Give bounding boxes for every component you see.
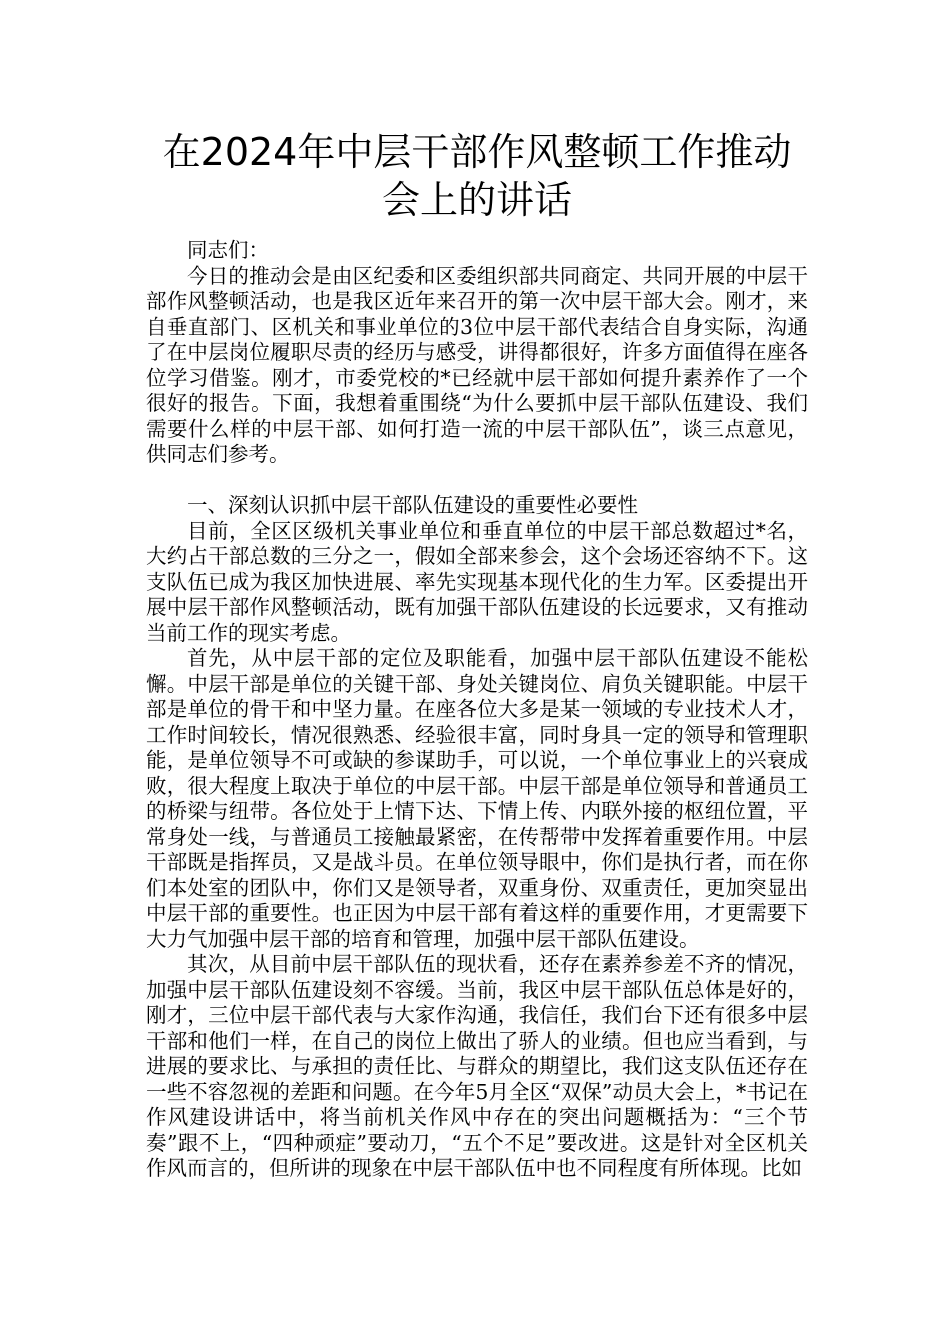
salutation: 同志们：	[187, 238, 269, 262]
document-page	[146, 128, 808, 1182]
section-paragraph-1: 目前，全区区级机关事业单位和垂直单位的中层干部总数超过*名，大约占干部总数的三分之一，假如全部来参会，这个会场还容纳不下。这支队伍已成为我区加快进展、率先实现基本现代化的生力军。区委提出开展中层干部作风整顿活动，既有加强干部队伍建设的长远要求，又有推动当前工作的现实考虑。	[146, 518, 808, 645]
section-heading: 一、深刻认识抓中层干部队伍建设的重要性必要性	[187, 493, 638, 517]
document-title	[146, 128, 808, 224]
document-body	[146, 238, 808, 1182]
section-paragraph-2: 首先，从中层干部的定位及职能看，加强中层干部队伍建设不能松懈。中层干部是单位的关键干部、身处关键岗位、肩负关键职能。中层干部是单位的骨干和中坚力量。在座各位大多是某一领域的专业技术人才，工作时间较长，情况很熟悉、经验很丰富，同时身具一定的领导和管理职能，是单位领导不可或缺的参谋助手，可以说，一个单位事业上的兴衰成败，很大程度上取决于单位的中层干部。中层干部是单位领导和普通员工的桥梁与纽带。各位处于上情下达、下情上传、内联外接的枢纽位置，平常身处一线，与普通员工接触最紧密，在传帮带中发挥着重要作用。中层干部既是指挥员，又是战斗员。在单位领导眼中，你们是执行者，而在你们本处室的团队中，你们又是领导者，双重身份、双重责任，更加突显出中层干部的重要性。也正因为中层干部有着这样的重要作用，才更需要下大力气加强中层干部的培育和管理，加强中层干部队伍建设。	[146, 646, 808, 951]
title-line-2: 会上的讲话	[381, 178, 572, 222]
section-paragraph-3: 其次，从目前中层干部队伍的现状看，还存在素养参差不齐的情况，加强中层干部队伍建设刻不容缓。当前，我区中层干部队伍总体是好的，刚才，三位中层干部代表与大家作沟通，我信任，我们台下还有很多中层干部和他们一样，在自己的岗位上做出了骄人的业绩。但也应当看到，与进展的要求比、与承担的责任比、与群众的期望比，我们这支队伍还存在一些不容忽视的差距和问题。在今年5月全区“双保”动员大会上，*书记在作风建设讲话中，将当前机关作风中存在的突出问题概括为：“三个节奏”跟不上，“四种顽症”要动刀，“五个不足”要改进。这是针对全区机关作风而言的，但所讲的现象在中层干部队伍中也不同程度有所体现。比如	[146, 952, 808, 1180]
title-line-1: 在2024年中层干部作风整顿工作推动	[162, 130, 792, 174]
intro-paragraph: 今日的推动会是由区纪委和区委组织部共同商定、共同开展的中层干部作风整顿活动，也是我区近年来召开的第一次中层干部大会。刚才，来自垂直部门、区机关和事业单位的3位中层干部代表结合自身实际，沟通了在中层岗位履职尽责的经历与感受，讲得都很好，许多方面值得在座各位学习借鉴。刚才，市委党校的*已经就中层干部如何提升素养作了一个很好的报告。下面，我想着重围绕“为什么要抓中层干部队伍建设、我们需要什么样的中层干部、如何打造一流的中层干部队伍”，谈三点意见，供同志们参考。	[146, 263, 808, 466]
